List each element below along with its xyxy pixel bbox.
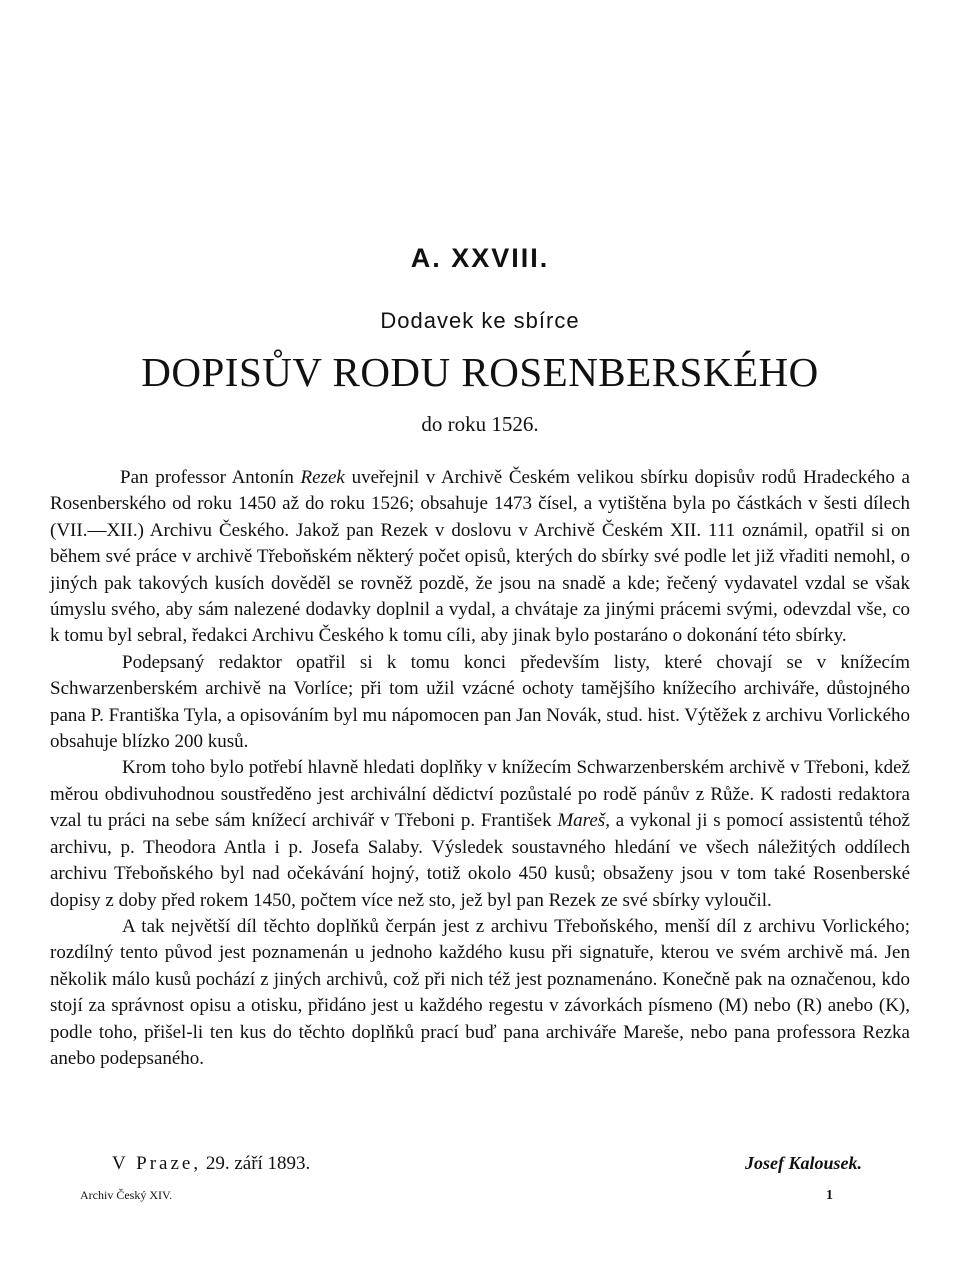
person-name-rezek: Rezek bbox=[300, 467, 345, 488]
paragraph-1-text-b: uveřejnil v Archivě Českém velikou sbírku dopisův rodů Hradeckého a Rosenberského od roku 1450 až do roku 1526; obsahuje 1473 čísel, a vytištěna byla po částkách v šesti dílech (VII.—XII.) Archivu Českého. Jakož pan Rezek v doslovu v Archivě Českém XII. 111 oznámil, opatřil si on během své práce v archivě Třeboňském některý počet opisů, kterých do sbírky své podle let již vřaditi nemohl, o jiných pak takových kusích dověděl se rovněž pozdě, že jsou na snadě a kde; řečený vydavatel vzdal se však úmyslu svého, aby sám nalezené dodavky doplnil a vydal, a chvátaje za jinými prácemi svými, odevzdal vše, co k tomu byl sebral, ředakci Archivu Českého k tomu cíli, aby jinak bylo postaráno o dokonání této sbírky. bbox=[50, 467, 910, 647]
section-number: A. XXVIII. bbox=[410, 243, 550, 273]
person-name-mares: Mareš bbox=[557, 810, 606, 832]
paragraph-1-text-a: Pan professor Antonín bbox=[120, 467, 301, 488]
page-title: DOPISŮV RODU ROSENBERSKÉHO bbox=[141, 349, 819, 395]
paragraph-2 bbox=[50, 650, 910, 756]
paragraph-2-text: Podepsaný redaktor opatřil si k tomu konci především listy, které chovají se v knížecím Schwarzenberském archivě na Vorlíce; při tom užil vzácné ochoty tamějšího knížecího archiváře, důstojného pana P. Františka Tyla, a opisováním byl mu nápomocen pan Jan Novák, stud. hist. Výtěžek z archivu Vorlického obsahuje blízko 200 kusů. bbox=[50, 651, 910, 753]
date-range: do roku 1526. bbox=[421, 412, 539, 436]
place-date bbox=[112, 1153, 310, 1175]
body-text bbox=[50, 465, 910, 1072]
paragraph-3-text-b: , a vykonal ji s pomocí assistentů téhož archivu, p. Theodora Antla i p. Josefa Salaby. Výsledek soustavného hledání ve všech náležitých oddílech archivu Třeboňského byl nad očekávání hojný, totiž okolo 450 kusů; obsaženy jsou v tom také Rosenberské dopisy z doby před rokem 1450, počtem více než sto, jež byl pan Rezek ze své sbírky vyloučil. bbox=[50, 810, 910, 911]
paragraph-1 bbox=[50, 465, 910, 650]
date: 29. září 1893. bbox=[205, 1153, 311, 1174]
publication-name: Archiv Český XIV. bbox=[80, 1188, 173, 1202]
paragraph-3 bbox=[50, 755, 910, 913]
page-number: 1 bbox=[826, 1188, 833, 1203]
place: V Praze, bbox=[112, 1153, 202, 1174]
subtitle: Dodavek ke sbírce bbox=[380, 308, 580, 333]
paragraph-3-text-a: Krom toho bylo potřebí hlavně hledati doplňky v knížecím Schwarzenberském archivě v Třeboni, kdež měrou obdivuhodnou soustředěno jest archivální dědictví pozůstalé po rodě pánův z Růže. K radosti redaktora vzal tu práci na sebe sám knížecí archivář v Třeboni p. František bbox=[50, 757, 910, 832]
signature-line bbox=[50, 1153, 910, 1183]
paragraph-4-text: A tak největší díl těchto doplňků čerpán jest z archivu Třeboňského, menší díl z archivu Vorlického; rozdílný tento původ jest poznamenán u jednoho každého kusu při signatuře, kterou ve svém archivě má. Jen několik málo kusů pochází z jiných archivů, což při nich též jest poznamenáno. Konečně pak na označenou, kdo stojí za správnost opisu a otisku, přidáno jest u každého regestu v závorkách písmeno (M) nebo (R) anebo (K), podle toho, přišel-li ten kus do těchto doplňků prací buď pana archiváře Mareše, nebo pana professora Rezka anebo podepsaného. bbox=[50, 915, 910, 1069]
paragraph-4 bbox=[50, 914, 910, 1072]
page-footer bbox=[50, 1188, 910, 1208]
document-page bbox=[50, 0, 910, 1280]
signer-name: Josef Kalousek. bbox=[745, 1153, 862, 1173]
